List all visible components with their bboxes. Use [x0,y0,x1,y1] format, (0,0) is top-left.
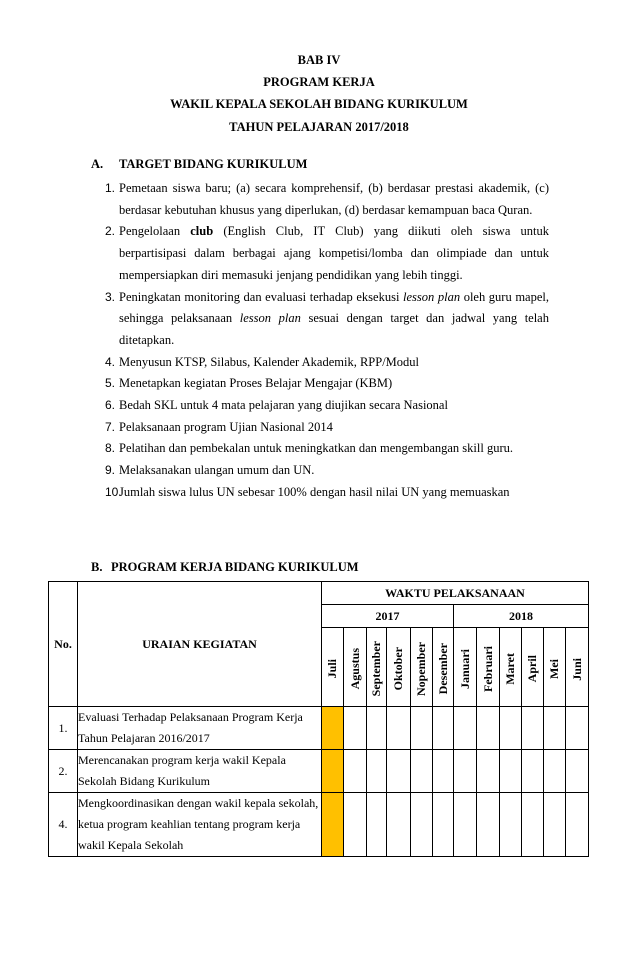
list-text: Bedah SKL untuk 4 mata pelajaran yang diujikan secara Nasional [119,398,448,413]
work-program-table [48,581,589,857]
section-b-letter: B. [91,560,103,574]
list-item [93,221,549,286]
list-item [93,352,549,374]
list-number: 9. [105,463,116,478]
academic-year: TAHUN PELAJARAN 2017/2018 [229,120,409,134]
list-text: Melaksanakan ulangan umum dan UN. [119,463,315,478]
section-b-title: PROGRAM KERJA BIDANG KURIKULUM [111,560,359,574]
list-number: 7. [105,419,116,434]
list-item [93,417,549,439]
year-header-2017: 2017 [322,605,454,628]
year-header-2018: 2018 [454,605,589,628]
section-a-letter: A. [91,157,104,171]
schedule-cell [522,707,544,750]
column-header-activity: URAIAN KEGIATAN [78,582,322,707]
schedule-cell-filled [322,750,344,793]
list-item [93,438,549,460]
list-number: 8. [105,441,116,456]
schedule-cell [411,750,433,793]
list-text: Menetapkan kegiatan Proses Belajar Mengajar (KBM) [119,376,393,391]
schedule-cell [433,750,454,793]
activity-description: Evaluasi Terhadap Pelaksanaan Program Kerja Tahun Pelajaran 2016/2017 [78,707,322,750]
schedule-cell [344,707,367,750]
schedule-cell-filled [322,793,344,857]
section-b-heading [91,560,359,575]
month-header: Juli [322,628,344,707]
month-header: Nopember [411,628,433,707]
list-item [93,395,549,417]
month-header: April [522,628,544,707]
schedule-cell [477,750,500,793]
list-number: 2. [105,224,116,239]
row-number: 4. [49,793,78,857]
section-a-heading [91,157,307,172]
list-item [93,178,549,221]
schedule-cell [454,750,477,793]
list-text: Pelatihan dan pembekalan untuk meningkatkan dan mengembangan skill guru. [119,441,513,456]
month-header: Januari [454,628,477,707]
schedule-cell [566,707,589,750]
list-number: 4. [105,354,116,369]
schedule-cell-filled [322,707,344,750]
schedule-cell [367,750,387,793]
schedule-cell [387,707,411,750]
schedule-cell [454,793,477,857]
column-header-schedule: WAKTU PELAKSANAAN [322,582,589,605]
target-list [93,178,549,504]
schedule-cell [367,707,387,750]
month-header: Desember [433,628,454,707]
schedule-cell [367,793,387,857]
schedule-cell [544,707,566,750]
month-header: Agustus [344,628,367,707]
lesson-plan-term: lesson plan [239,311,301,326]
table-body [49,707,589,857]
list-text: Pemetaan siswa baru; (a) secara komprehensif, (b) berdasar prestasi akademik, (c) berdasar kebutuhan khusus yang diperlukan, (d) berdasar kemampuan baca Quran. [119,181,549,217]
chapter-title: BAB IV [297,53,341,67]
activity-description: Mengkoordinasikan dengan wakil kepala sekolah, ketua program keahlian tentang program kerja wakil Kepala Sekolah [78,793,322,857]
list-text: Jumlah siswa lulus UN sebesar 100% dengan hasil nilai UN yang memuaskan [119,484,510,499]
list-text: Pengelolaan club (English Club, IT Club) yang diikuti oleh siswa untuk berpartisipasi dalam berbagai ajang kompetisi/lomba dan olimpiade dan untuk mempersiapkan diri memasuki jenjang pendidikan yang lebih tinggi. [119,224,549,282]
month-header: Mei [544,628,566,707]
schedule-cell [544,793,566,857]
schedule-cell [344,793,367,857]
schedule-cell [344,750,367,793]
schedule-cell [454,707,477,750]
list-number: 10. [105,484,122,499]
month-header: September [367,628,387,707]
document-subtitle: WAKIL KEPALA SEKOLAH BIDANG KURIKULUM [170,97,468,111]
schedule-cell [411,707,433,750]
club-emphasis: club [190,224,214,239]
schedule-cell [477,793,500,857]
month-header: Februari [477,628,500,707]
schedule-cell [387,750,411,793]
schedule-cell [522,793,544,857]
row-number: 1. [49,707,78,750]
schedule-cell [433,707,454,750]
table-row [49,707,589,750]
document-title: PROGRAM KERJA [263,75,375,89]
month-header: Maret [500,628,522,707]
table-row [49,793,589,857]
schedule-cell [522,750,544,793]
month-header: Oktober [387,628,411,707]
list-text: Peningkatan monitoring dan evaluasi terhadap eksekusi lesson plan oleh guru mapel, sehingga pelaksanaan lesson plan sesuai dengan target dan jadwal yang telah ditetapkan. [119,289,549,347]
list-item [93,460,549,482]
schedule-cell [411,793,433,857]
schedule-cell [566,750,589,793]
schedule-cell [433,793,454,857]
activity-description: Merencanakan program kerja wakil Kepala Sekolah Bidang Kurikulum [78,750,322,793]
table-row [49,750,589,793]
schedule-cell [566,793,589,857]
section-a-title: TARGET BIDANG KURIKULUM [119,157,308,171]
list-number: 3. [105,289,116,304]
schedule-cell [500,707,522,750]
schedule-cell [477,707,500,750]
month-header: Juni [566,628,589,707]
list-item [93,373,549,395]
list-item [93,287,549,352]
schedule-cell [500,793,522,857]
list-number: 1. [105,181,116,195]
row-number: 2. [49,750,78,793]
list-text: Menyusun KTSP, Silabus, Kalender Akademik, RPP/Modul [119,354,420,369]
list-text: Pelaksanaan program Ujian Nasional 2014 [119,419,333,434]
column-header-no: No. [49,582,78,707]
list-number: 5. [105,376,116,391]
schedule-cell [500,750,522,793]
schedule-cell [387,793,411,857]
list-number: 6. [105,398,116,413]
schedule-cell [544,750,566,793]
lesson-plan-term: lesson plan [403,289,461,304]
list-item [93,482,549,504]
